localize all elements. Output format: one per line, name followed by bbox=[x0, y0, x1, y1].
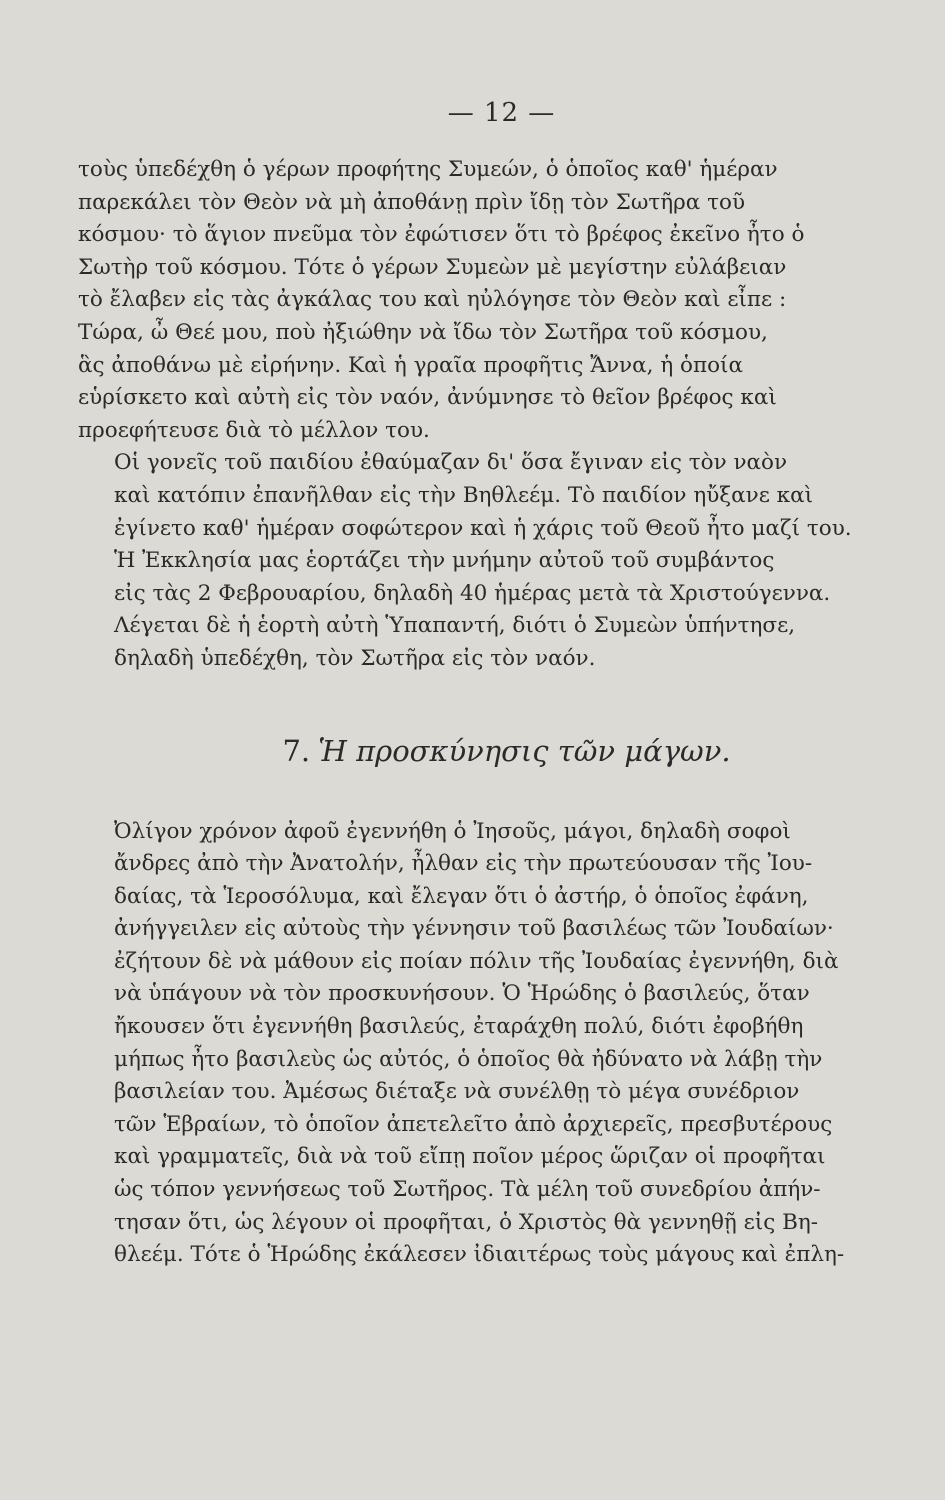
text-line: Οἱ γονεῖς τοῦ παιδίου ἐθαύμαζαν δι' ὅσα ἔγιναν εἰς τὸν ναὸν bbox=[114, 450, 788, 476]
text-line: Ὀλίγον χρόνον ἀφοῦ ἐγεννήθη ὁ Ἰησοῦς, μάγοι, δηλαδὴ σοφοὶ bbox=[114, 818, 791, 844]
text-line: εὑρίσκετο καὶ αὐτὴ εἰς τὸν ναόν, ἀνύμνησε τὸ θεῖον βρέφος καὶ bbox=[78, 385, 777, 411]
text-line: ἃς ἀποθάνω μὲ εἰρήνην. Καὶ ἡ γραῖα προφῆτις Ἄννα, ἡ ὁποία bbox=[78, 352, 743, 378]
text-line: ὡς τόπον γεννήσεως τοῦ Σωτῆρος. Τὰ μέλη τοῦ συνεδρίου ἀπήν- bbox=[114, 1177, 821, 1203]
text-line: εἰς τὰς 2 Φεβρουαρίου, δηλαδὴ 40 ἡμέρας μετὰ τὰ Χριστούγεννα. bbox=[114, 580, 831, 606]
text-line: θλεέμ. Τότε ὁ Ἡρώδης ἐκάλεσεν ἰδιαιτέρως τοὺς μάγους καὶ ἐπλη- bbox=[114, 1242, 845, 1268]
text-line: καὶ κατόπιν ἐπανῆλθαν εἰς τὴν Βηθλεέμ. Τὸ παιδίον ηὔξανε καὶ bbox=[114, 482, 814, 508]
text-line: τὸ ἔλαβεν εἰς τὰς ἀγκάλας του καὶ ηὐλόγησε τὸν Θεὸν καὶ εἶπε : bbox=[78, 287, 787, 313]
paragraph bbox=[78, 154, 885, 447]
text-line: Σωτὴρ τοῦ κόσμου. Τότε ὁ γέρων Συμεὼν μὲ μεγίστην εὐλάβειαν bbox=[78, 254, 787, 280]
text-line: προεφήτευσε διὰ τὸ μέλλον του. bbox=[78, 417, 430, 443]
text-line: ἤκουσεν ὅτι ἐγεννήθη βασιλεύς, ἐταράχθη πολύ, διότι ἐφοβήθη bbox=[114, 1014, 804, 1040]
text-line: Ἡ Ἐκκλησία μας ἑορτάζει τὴν μνήμην αὐτοῦ τοῦ συμβάντος bbox=[114, 548, 775, 574]
text-line: δηλαδὴ ὑπεδέχθη, τὸν Σωτῆρα εἰς τὸν ναόν. bbox=[114, 645, 596, 671]
text-line: ἀνήγγειλεν εἰς αὐτοὺς τὴν γέννησιν τοῦ βασιλέως τῶν Ἰουδαίων· bbox=[114, 916, 834, 942]
text-line: νὰ ὑπάγουν νὰ τὸν προσκυνήσουν. Ὁ Ἡρώδης ὁ βασιλεύς, ὅταν bbox=[114, 981, 810, 1007]
paragraph bbox=[78, 447, 885, 545]
text-line: τησαν ὅτι, ὡς λέγουν οἱ προφῆται, ὁ Χριστὸς θὰ γεννηθῇ εἰς Βη- bbox=[114, 1209, 819, 1235]
text-block-lower bbox=[78, 816, 885, 1272]
text-line: ἄνδρες ἀπὸ τὴν Ἀνατολήν, ἦλθαν εἰς τὴν πρωτεύουσαν τῆς Ἰου- bbox=[114, 851, 813, 877]
chapter-number: 7. bbox=[282, 733, 311, 768]
text-line: παρεκάλει τὸν Θεὸν νὰ μὴ ἀποθάνῃ πρὶν ἴδῃ τὸν Σωτῆρα τοῦ bbox=[78, 189, 746, 215]
text-line: καὶ γραμματεῖς, διὰ νὰ τοῦ εἴπῃ ποῖον μέρος ὥριζαν οἱ προφῆται bbox=[114, 1144, 826, 1170]
text-line: τοὺς ὑπεδέχθη ὁ γέρων προφήτης Συμεών, ὁ ὁποῖος καθ' ἡμέραν bbox=[78, 157, 778, 182]
text-line: Λέγεται δὲ ἡ ἑορτὴ αὐτὴ Ὑπαπαντή, διότι ὁ Συμεὼν ὑπήντησε, bbox=[114, 613, 796, 639]
paragraph bbox=[78, 816, 885, 1272]
text-line: βασιλείαν του. Ἀμέσως διέταξε νὰ συνέλθῃ τὸ μέγα συνέδριον bbox=[114, 1079, 800, 1105]
text-line: τῶν Ἑβραίων, τὸ ὁποῖον ἀπετελεῖτο ἀπὸ ἀρχιερεῖς, πρεσβυτέρους bbox=[114, 1111, 833, 1137]
text-line: κόσμου· τὸ ἅγιον πνεῦμα τὸν ἐφώτισεν ὅτι τὸ βρέφος ἐκεῖνο ἦτο ὁ bbox=[78, 222, 805, 248]
text-line: μήπως ἦτο βασιλεὺς ὡς αὐτός, ὁ ὁποῖος θὰ ἠδύνατο νὰ λάβῃ τὴν bbox=[114, 1046, 823, 1072]
text-line: ἐγίνετο καθ' ἡμέραν σοφώτερον καὶ ἡ χάρις τοῦ Θεοῦ ἦτο μαζί του. bbox=[114, 515, 852, 541]
text-line: δαίας, τὰ Ἱεροσόλυμα, καὶ ἔλεγαν ὅτι ὁ ἀστήρ, ὁ ὁποῖος ἐφάνη, bbox=[114, 883, 809, 909]
page-number: — 12 — bbox=[447, 98, 556, 128]
chapter-title: Ἡ προσκύνησις τῶν μάγων. bbox=[318, 733, 731, 768]
text-line: Τώρα, ὦ Θεέ μου, ποὺ ἠξιώθην νὰ ἴδω τὸν Σωτῆρα τοῦ κόσμου, bbox=[78, 319, 768, 345]
chapter-heading bbox=[78, 734, 885, 768]
text-line: ἐζήτουν δὲ νὰ μάθουν εἰς ποίαν πόλιν τῆς Ἰουδαίας ἐγεννήθη, διὰ bbox=[114, 948, 839, 974]
text-block-upper bbox=[78, 154, 885, 676]
paragraph bbox=[78, 545, 885, 675]
